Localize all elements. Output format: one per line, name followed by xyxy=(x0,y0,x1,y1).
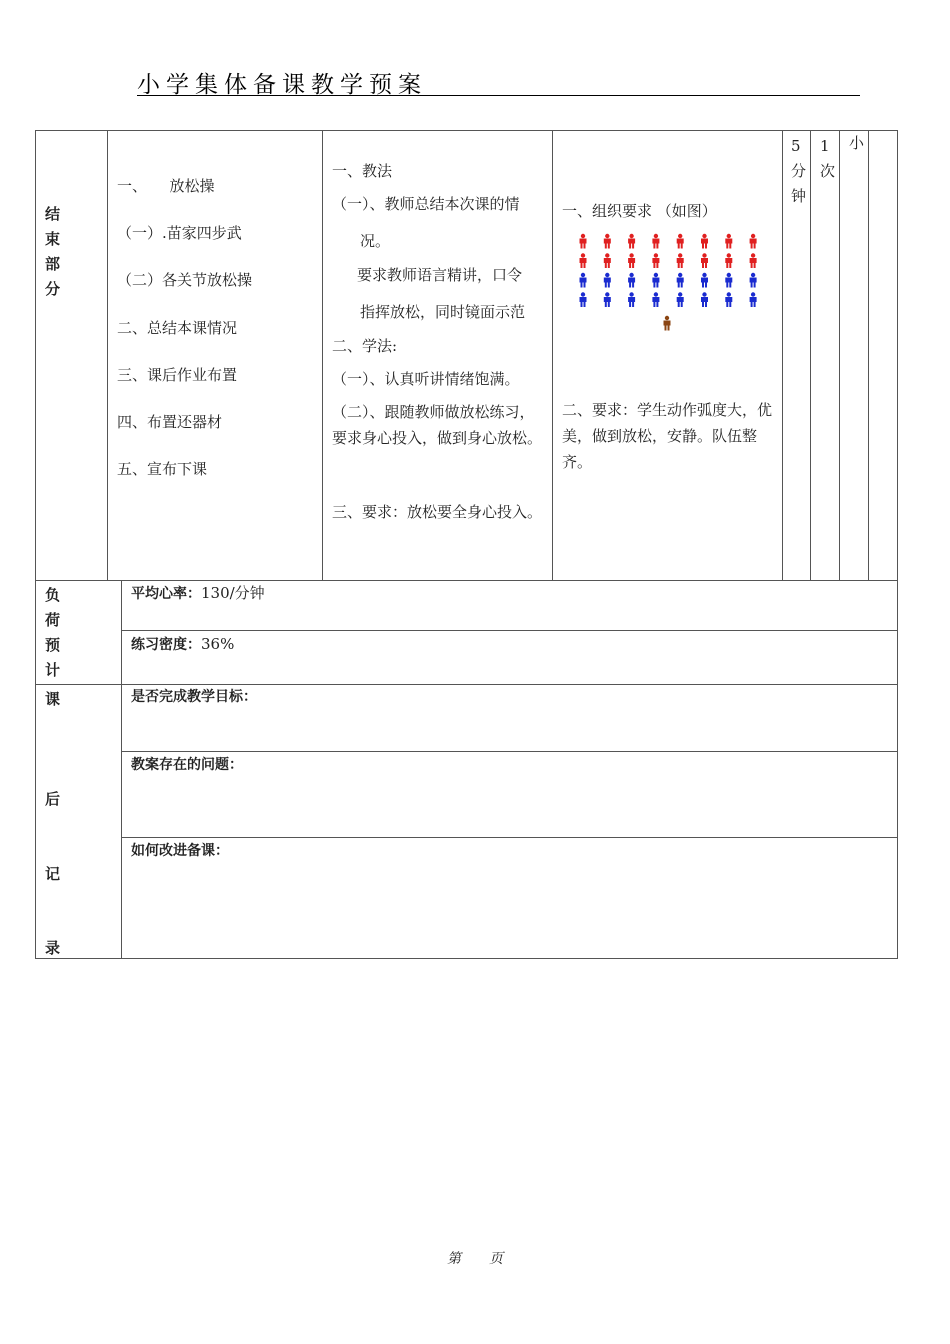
student-red-icon xyxy=(701,253,708,268)
student-red-icon xyxy=(580,253,587,268)
content-item: 二、总结本课情况 xyxy=(117,319,238,337)
method-text: 要求教师语言精讲，口令 xyxy=(357,266,523,284)
study-heading: 二、学法: xyxy=(332,337,398,355)
teacher-icon xyxy=(664,316,671,331)
student-blue-icon xyxy=(677,273,684,288)
student-blue-icon xyxy=(628,292,635,307)
content-item: （二）各关节放松操 xyxy=(117,271,253,289)
student-blue-icon xyxy=(652,273,659,288)
load-label: 负 荷 预 计 xyxy=(45,586,61,679)
student-red-icon xyxy=(604,253,611,268)
student-blue-icon xyxy=(677,292,684,307)
content-item: 三、课后作业布置 xyxy=(117,366,238,384)
student-blue-icon xyxy=(725,292,732,307)
page-footer: 第 页 xyxy=(447,1251,503,1267)
student-red-icon xyxy=(628,253,635,268)
content-item: 四、布置还器材 xyxy=(117,413,223,431)
student-red-icon xyxy=(725,253,732,268)
content-item: 五、宣布下课 xyxy=(117,460,208,478)
page-title: 小学集体备课教学预案 xyxy=(137,72,427,98)
student-blue-icon xyxy=(580,273,587,288)
student-red-icon xyxy=(750,253,757,268)
student-requirement: 二、要求：学生动作弧度大，优美，做到放松，安静。队伍整齐。 xyxy=(562,401,773,471)
student-red-icon xyxy=(677,253,684,268)
goal-question: 是否完成教学目标： xyxy=(131,689,257,705)
student-red-icon xyxy=(628,234,635,249)
student-blue-icon xyxy=(701,273,708,288)
student-blue-icon xyxy=(750,273,757,288)
intensity-cell: 小 xyxy=(849,134,865,152)
student-blue-icon xyxy=(750,292,757,307)
student-red-icon xyxy=(580,234,587,249)
organization-requirement: 一、组织要求 （如图） xyxy=(562,202,717,220)
method-text: 况。 xyxy=(360,232,391,250)
student-red-icon xyxy=(652,234,659,249)
student-red-icon xyxy=(701,234,708,249)
method-text: （一）、教师总结本次课的情 xyxy=(332,195,520,213)
content-item: （一）.苗家四步武 xyxy=(117,224,242,242)
title-underline xyxy=(137,95,860,96)
problem-question: 教案存在的问题： xyxy=(131,757,243,773)
student-blue-icon xyxy=(725,273,732,288)
student-blue-icon xyxy=(580,292,587,307)
method-text: （二）、跟随教师做放松练习，要求身心投入，做到身心放松。 xyxy=(332,403,543,447)
method-text: 指挥放松，同时镜面示范 xyxy=(360,303,526,321)
student-blue-icon xyxy=(628,273,635,288)
student-red-icon xyxy=(677,234,684,249)
student-red-icon xyxy=(604,234,611,249)
count-cell: 1 次 xyxy=(820,137,836,180)
method-text: （一）、认真听讲情绪饱满。 xyxy=(332,370,520,388)
end-section-label: 结 束 部 分 xyxy=(45,205,61,298)
student-red-icon xyxy=(750,234,757,249)
student-blue-icon xyxy=(652,292,659,307)
heart-rate: 平均心率：130/分钟 xyxy=(131,584,265,602)
content-item: 一、 放松操 xyxy=(117,177,215,195)
method-heading: 一、教法 xyxy=(332,162,393,180)
student-red-icon xyxy=(725,234,732,249)
student-blue-icon xyxy=(604,273,611,288)
formation-diagram xyxy=(570,230,770,340)
method-requirement: 三、要求：放松要全身心投入。 xyxy=(332,503,543,521)
improve-question: 如何改进备课： xyxy=(131,843,229,859)
student-blue-icon xyxy=(604,292,611,307)
time-cell: 5 分 钟 xyxy=(791,137,807,205)
student-red-icon xyxy=(652,253,659,268)
practice-density: 练习密度：36% xyxy=(131,635,235,653)
student-blue-icon xyxy=(701,292,708,307)
